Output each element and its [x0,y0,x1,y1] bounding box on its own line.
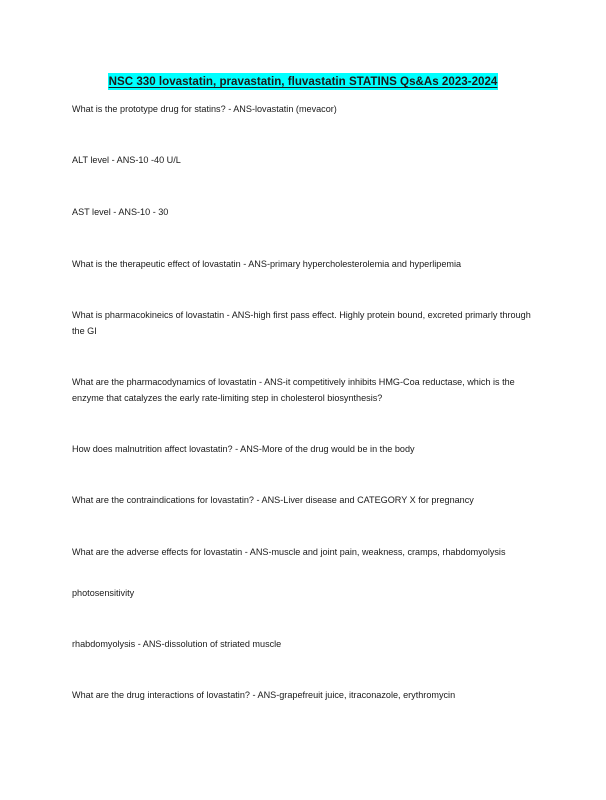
document-title: NSC 330 lovastatin, pravastatin, fluvastatin STATINS Qs&As 2023-2024 [108,75,498,88]
qa-item-photosensitivity: photosensitivity [72,588,135,598]
qa-item-adverse-effects: What are the adverse effects for lovastatin - ANS-muscle and joint pain, weakness, cramps, rhabdomyolysis [72,547,506,557]
qa-item-therapeutic-effect: What is the therapeutic effect of lovastatin - ANS-primary hypercholesterolemia and hyperlipemia [72,259,462,269]
qa-item-contraindications: What are the contraindications for lovastatin? - ANS-Liver disease and CATEGORY X for pregnancy [72,495,474,505]
title-wrapper [0,72,606,90]
qa-item-pharmacodynamics: What are the pharmacodynamics of lovastatin - ANS-it competitively inhibits HMG-Coa reductase, which is the enzyme that catalyzes the early rate-limiting step in cholesterol biosynthesis? [72,377,515,403]
qa-item-drug-interactions: What are the drug interactions of lovastatin? - ANS-grapefreuit juice, itraconazole, erythromycin [72,690,456,700]
qa-item-rhabdomyolysis: rhabdomyolysis - ANS-dissolution of striated muscle [72,639,282,649]
qa-item-prototype-drug: What is the prototype drug for statins? - ANS-lovastatin (mevacor) [72,104,337,114]
qa-item-malnutrition: How does malnutrition affect lovastatin? - ANS-More of the drug would be in the body [72,444,415,454]
qa-item-alt-level: ALT level - ANS-10 -40 U/L [72,155,181,165]
qa-item-pharmacokinetics: What is pharmacokineics of lovastatin - ANS-high first pass effect. Highly protein bound, excreted primarly through the GI [72,310,531,336]
qa-item-ast-level: AST level - ANS-10 - 30 [72,207,169,217]
